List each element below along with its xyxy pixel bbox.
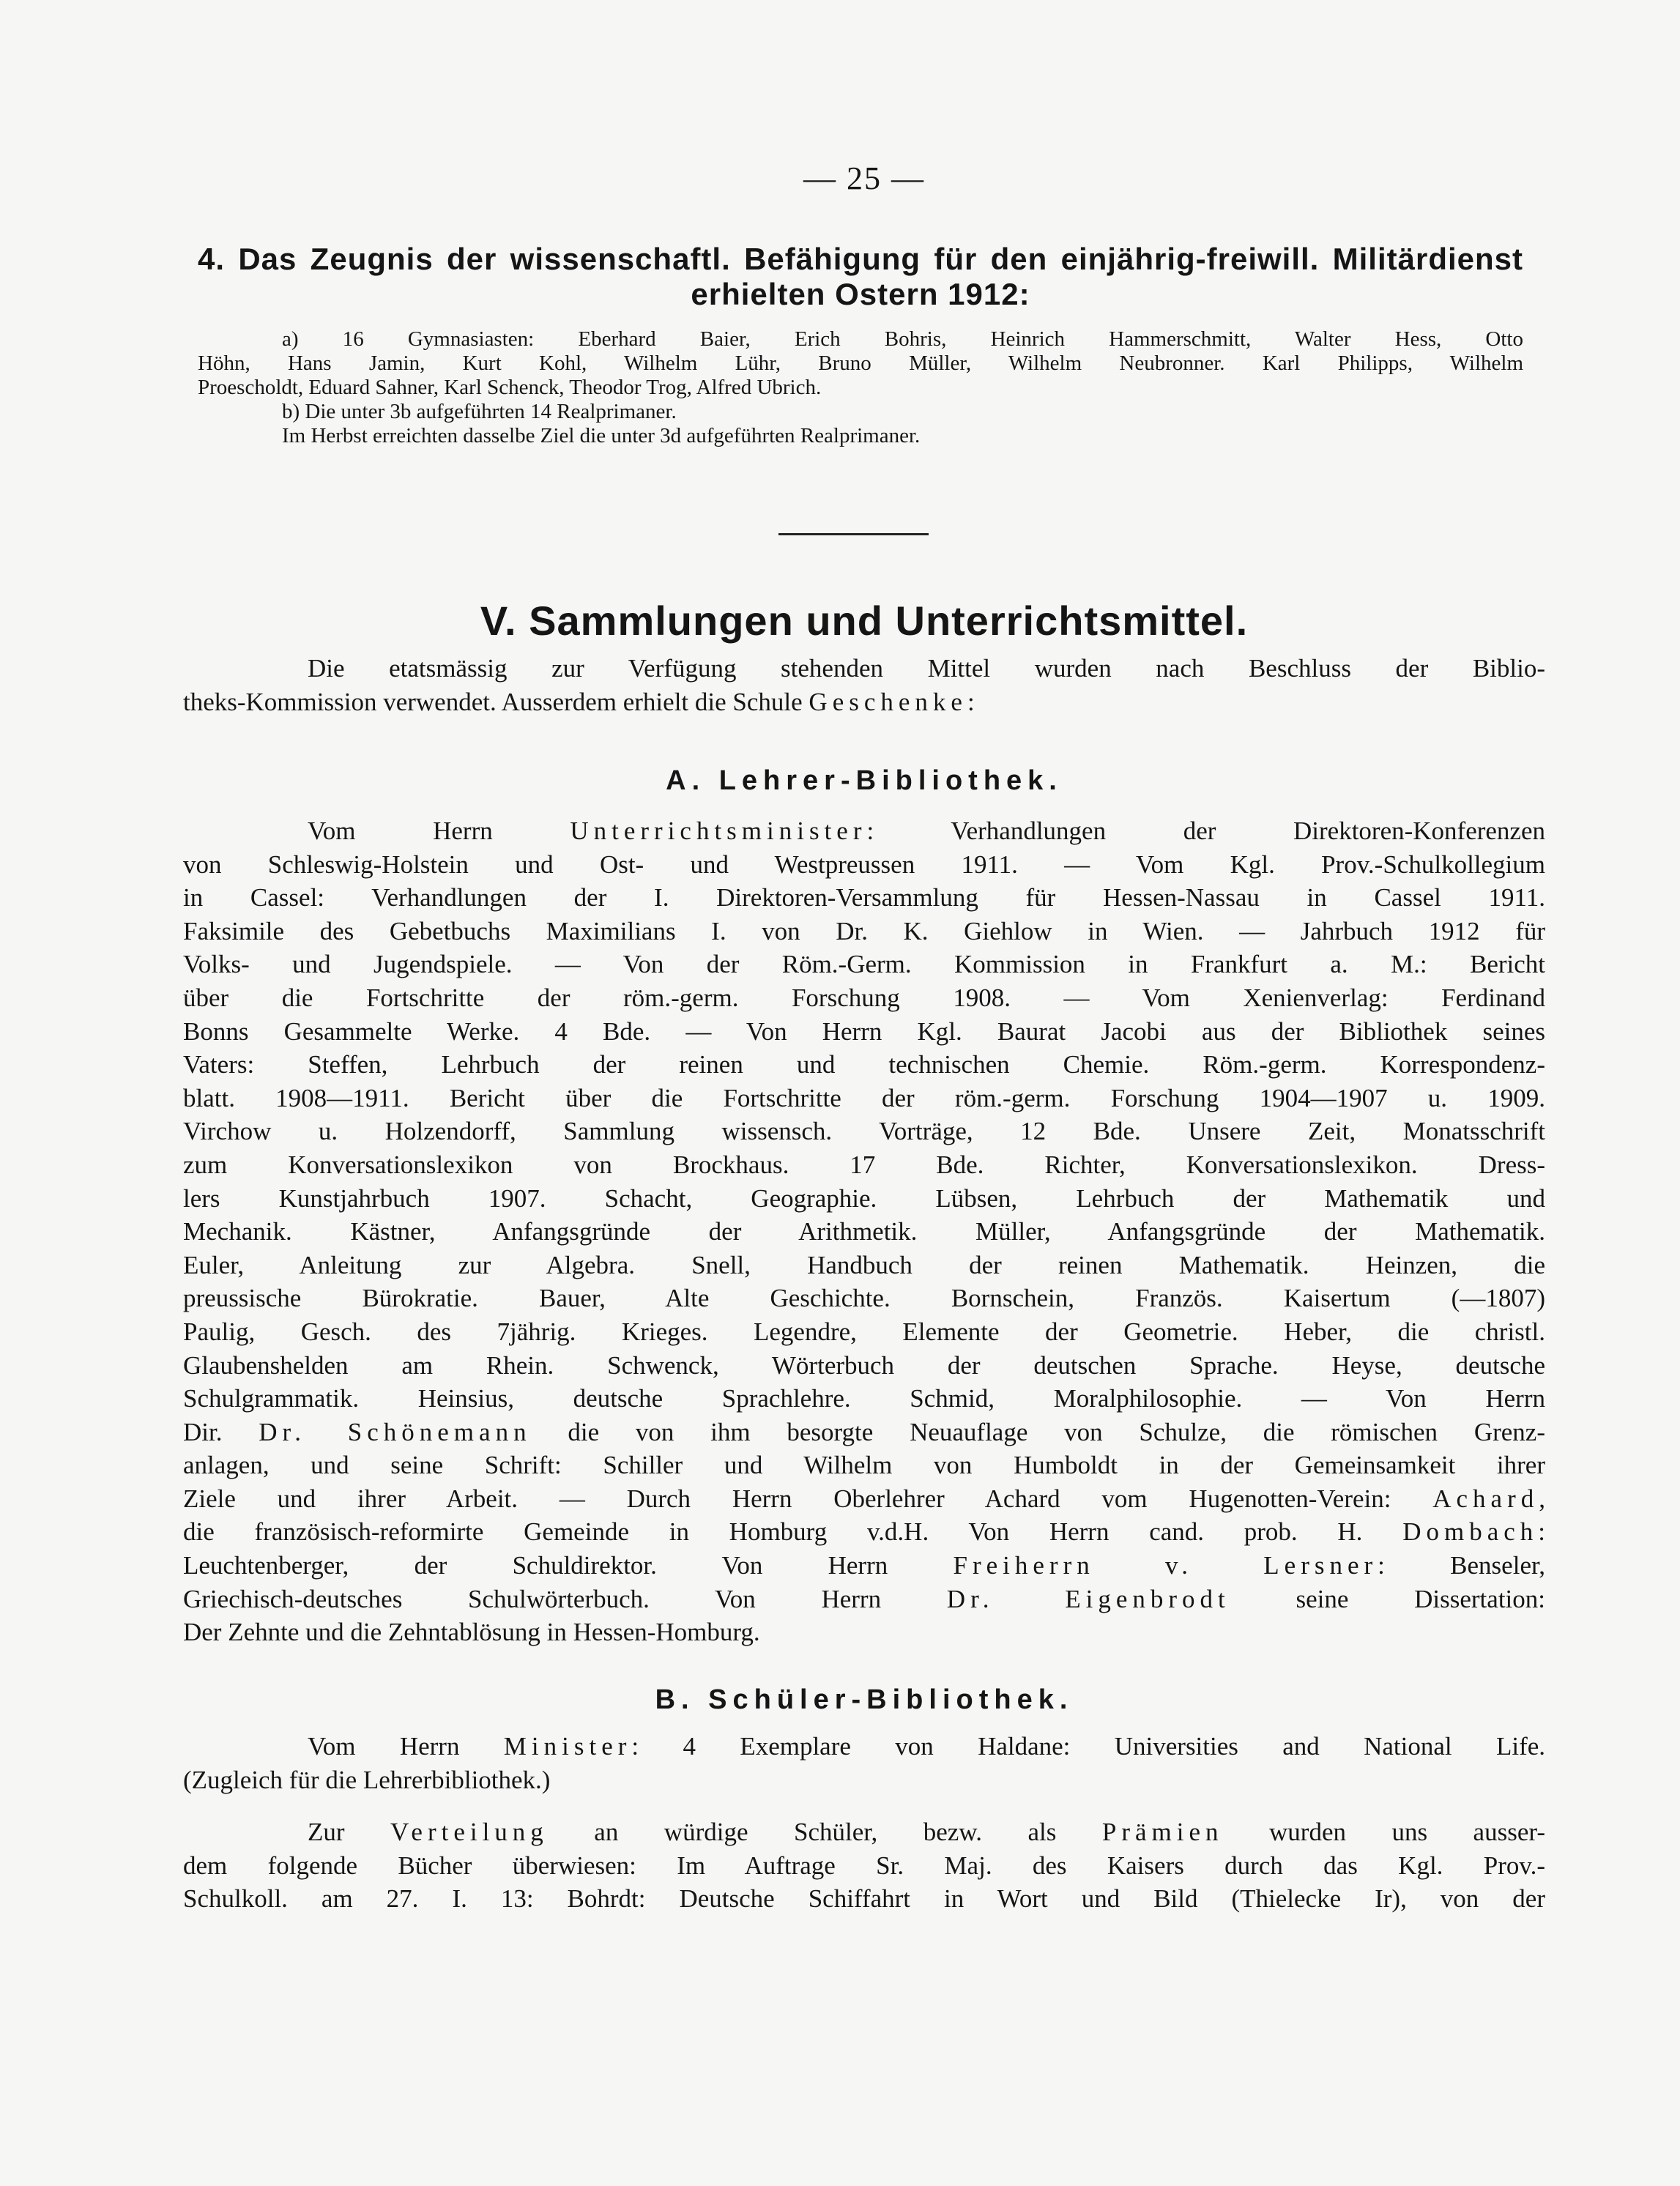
heading-line: 4. Das Zeugnis der wissenschaftl. Befähigung für den einjährig-freiwill. Militärdienst	[198, 242, 1523, 276]
subheading-schueler-bibliothek: B. Schüler-Bibliothek.	[655, 1684, 1074, 1715]
text-line: Faksimile des Gebetbuchs Maximilians I. von Dr. K. Giehlow in Wien. — Jahrbuch 1912 für	[183, 916, 1545, 945]
text-line	[183, 1815, 1545, 1849]
text-line: Höhn, Hans Jamin, Kurt Kohl, Wilhelm Lühr, Bruno Müller, Wilhelm Neubronner. Karl Philipps, Wilhelm	[198, 352, 1523, 375]
text-line: von Schleswig-Holstein und Ost- und Westpreussen 1911. — Vom Kgl. Prov.-Schulkollegium	[183, 850, 1545, 879]
spaced-text: Verteilung	[390, 1818, 549, 1847]
divider-rule	[778, 533, 929, 535]
text-line	[183, 1416, 1545, 1449]
text-line	[183, 1482, 1545, 1516]
text-line: Bonns Gesammelte Werke. 4 Bde. — Von Herrn Kgl. Baurat Jacobi aus der Bibliothek seines	[183, 1016, 1545, 1046]
text-line: Virchow u. Holzendorff, Sammlung wissensch. Vorträge, 12 Bde. Unsere Zeit, Monatsschrift	[183, 1117, 1545, 1146]
spaced-text: Unterrichtsminister	[570, 817, 867, 845]
text-line: Glaubenshelden am Rhein. Schwenck, Wörterbuch der deutschen Sprache. Heyse, deutsche	[183, 1350, 1545, 1380]
text-span: wurden uns ausser-	[1223, 1818, 1545, 1847]
text-line: über die Fortschritte der röm.-germ. Forschung 1908. — Vom Xenienverlag: Ferdinand	[183, 983, 1545, 1012]
text-line	[183, 814, 1545, 848]
text-line: Die etatsmässig zur Verfügung stehenden Mittel wurden nach Beschluss der Biblio-	[308, 654, 1545, 683]
text-line: (Zugleich für die Lehrerbibliothek.)	[183, 1765, 551, 1794]
text-span: : Verhandlungen der Direktoren-Konferenzen	[866, 817, 1545, 845]
text-line	[183, 1549, 1545, 1583]
heading-line: erhielten Ostern 1912:	[691, 277, 1030, 311]
text-line: Schulkoll. am 27. I. 13: Bohrdt: Deutsche Schiffahrt in Wort und Bild (Thielecke Ir), von der	[183, 1884, 1545, 1914]
section-4-body	[198, 327, 1523, 448]
page-number: — 25 —	[803, 160, 925, 196]
text-line: a) 16 Gymnasiasten: Eberhard Baier, Erich Bohris, Heinrich Hammerschmitt, Walter Hess, Otto	[282, 327, 1523, 351]
spaced-text: Freiherrn v. Lersner	[953, 1551, 1378, 1580]
section-5-title: V. Sammlungen und Unterrichtsmittel.	[480, 598, 1249, 644]
text-line: Im Herbst erreichten dasselbe Ziel die unter 3d aufgeführten Realprimaner.	[282, 424, 921, 447]
lehrer-bibliothek-body	[183, 814, 1545, 1649]
text-span: die französisch-reformirte Gemeinde in Homburg v.d.H. Von Herrn cand. prob. H.	[183, 1517, 1403, 1547]
spaced-text: Geschenke:	[809, 687, 980, 716]
subheading-lehrer-bibliothek: A. Lehrer-Bibliothek.	[666, 765, 1063, 796]
schueler-bibliothek-body	[183, 1730, 1545, 1916]
text-span: ,	[1539, 1484, 1545, 1513]
text-span: Griechisch-deutsches Schulwörterbuch. Von Herrn	[183, 1584, 947, 1613]
text-line: Der Zehnte und die Zehntablösung in Hessen-Homburg.	[183, 1618, 760, 1647]
text-span: Vom Herrn	[308, 817, 570, 845]
text-line: blatt. 1908—1911. Bericht über die Fortschritte der röm.-germ. Forschung 1904—1907 u. 1909.	[183, 1083, 1545, 1112]
text-line: in Cassel: Verhandlungen der I. Direktoren-Versammlung für Hessen-Nassau in Cassel 1911.	[183, 883, 1545, 912]
text-span: die von ihm besorgte Neuauflage von Schulze, die römischen Grenz-	[531, 1417, 1545, 1446]
text-line: Mechanik. Kästner, Anfangsgründe der Arithmetik. Müller, Anfangsgründe der Mathematik.	[183, 1217, 1545, 1246]
text-line: Paulig, Gesch. des 7jährig. Krieges. Legendre, Elemente der Geometrie. Heber, die christl.	[183, 1317, 1545, 1346]
spaced-text: Dr. Schönemann	[259, 1417, 532, 1446]
section-4-heading	[198, 242, 1523, 312]
section-5-intro	[183, 652, 1545, 718]
text-span: Zur	[308, 1818, 391, 1847]
text-line: Euler, Anleitung zur Algebra. Snell, Handbuch der reinen Mathematik. Heinzen, die	[183, 1250, 1545, 1279]
text-span: :	[1538, 1517, 1545, 1547]
text-span: an würdige Schüler, bezw. als	[548, 1818, 1102, 1847]
text-line: dem folgende Bücher überwiesen: Im Auftrage Sr. Maj. des Kaisers durch das Kgl. Prov.-	[183, 1851, 1545, 1880]
text-line	[183, 1583, 1545, 1616]
text-span: Ziele und ihrer Arbeit. — Durch Herrn Oberlehrer Achard vom Hugenotten-Verein:	[183, 1484, 1433, 1513]
text-span: : 4 Exemplare von Haldane: Universities and National Life.	[631, 1732, 1546, 1761]
text-line: lers Kunstjahrbuch 1907. Schacht, Geographie. Lübsen, Lehrbuch der Mathematik und	[183, 1183, 1545, 1213]
text-line	[183, 1515, 1545, 1549]
text-span: : Benseler,	[1378, 1551, 1545, 1580]
text-span: Leuchtenberger, der Schuldirektor. Von Herrn	[183, 1551, 954, 1580]
text-line: Schulgrammatik. Heinsius, deutsche Sprachlehre. Schmid, Moralphilosophie. — Von Herrn	[183, 1384, 1545, 1413]
text-line: Vaters: Steffen, Lehrbuch der reinen und technischen Chemie. Röm.-germ. Korrespondenz-	[183, 1050, 1545, 1079]
text-line: Volks- und Jugendspiele. — Von der Röm.-Germ. Kommission in Frankfurt a. M.: Bericht	[183, 950, 1545, 979]
text-line: b) Die unter 3b aufgeführten 14 Realprimaner.	[282, 400, 677, 423]
spaced-text: Minister	[503, 1732, 632, 1761]
text-line: anlagen, und seine Schrift: Schiller und Wilhelm von Humboldt in der Gemeinsamkeit ihrer	[183, 1451, 1545, 1480]
spaced-text: Achard	[1432, 1484, 1539, 1513]
text-line: preussische Bürokratie. Bauer, Alte Geschichte. Bornschein, Französ. Kaisertum (—1807)	[183, 1284, 1545, 1313]
text-line	[183, 685, 1545, 719]
text-line	[183, 1730, 1545, 1763]
spaced-text: Dr. Eigenbrodt	[946, 1584, 1230, 1613]
spaced-text: Dombach	[1402, 1517, 1539, 1547]
text-span: Dir.	[183, 1417, 259, 1446]
text-span: seine Dissertation:	[1230, 1584, 1545, 1613]
text-line: zum Konversationslexikon von Brockhaus. 17 Bde. Richter, Konversationslexikon. Dress-	[183, 1150, 1545, 1179]
spaced-text: Prämien	[1101, 1818, 1224, 1847]
text-line: Proescholdt, Eduard Sahner, Karl Schenck, Theodor Trog, Alfred Ubrich.	[198, 376, 822, 399]
text-span: theks-Kommission verwendet. Ausserdem erhielt die Schule	[183, 687, 809, 716]
text-span: Vom Herrn	[308, 1732, 504, 1761]
